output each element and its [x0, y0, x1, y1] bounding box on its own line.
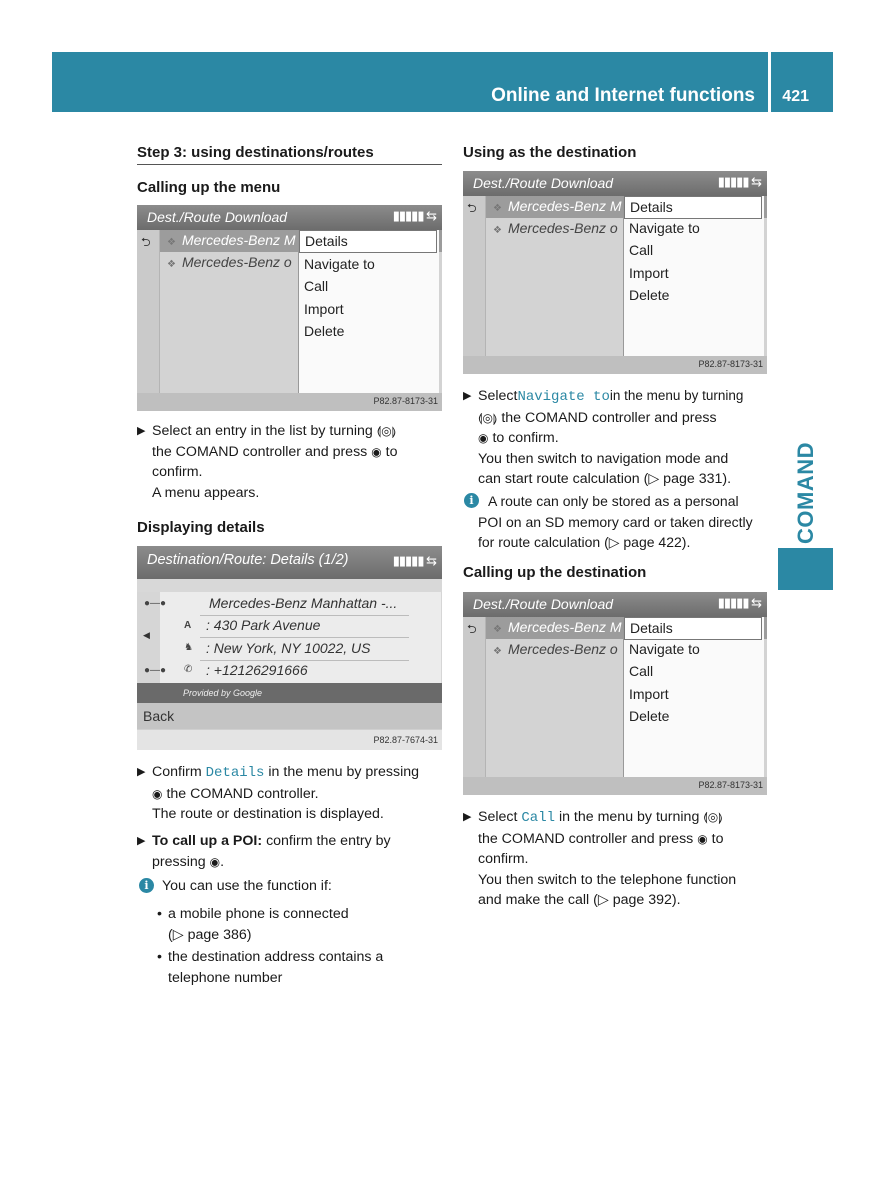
- provider-bar: [137, 683, 442, 703]
- text: confirm.: [152, 464, 203, 480]
- menu-item-navigate: Navigate to: [304, 256, 375, 272]
- street-address: : 430 Park Avenue: [206, 617, 321, 633]
- details-screenshot: [137, 546, 442, 750]
- screen-left-strip: [463, 196, 486, 356]
- press-controller-icon: ◉: [697, 831, 708, 846]
- list-item: [493, 619, 622, 635]
- text: the COMAND controller and press: [501, 409, 717, 426]
- screen-left-strip: [463, 617, 486, 777]
- back-icon: ⮌: [467, 622, 477, 636]
- screen-title: Destination/Route: Details (1/2): [147, 552, 349, 568]
- step-arrow-icon: ▶: [463, 390, 472, 402]
- call-screenshot: [463, 592, 767, 795]
- list-item-label: Mercedes-Benz M: [181, 232, 296, 248]
- phone-number: : +12126291666: [206, 662, 308, 678]
- menu-item-navigate: Navigate to: [629, 220, 700, 236]
- step-rule: [137, 164, 442, 165]
- menu-screenshot: [137, 205, 442, 411]
- signal-icon: ▮▮▮▮▮ ⇆: [392, 553, 436, 568]
- text: Select: [478, 388, 518, 404]
- text: the COMAND controller and press: [152, 443, 368, 460]
- text: You then switch to the telephone function: [478, 871, 737, 888]
- figure-code: P82.87-7674-31: [373, 735, 438, 745]
- text: to confirm.: [492, 430, 559, 446]
- menu-item-import: Import: [304, 301, 344, 317]
- instruction-select-entry: [137, 421, 442, 503]
- instruction-confirm-details: [137, 762, 442, 825]
- screen-body: [463, 196, 767, 356]
- screen-title: Dest./Route Download: [147, 209, 288, 225]
- text: confirm the entry by: [266, 833, 391, 849]
- screen-title: Dest./Route Download: [473, 175, 614, 191]
- back-icon: ⮌: [467, 201, 477, 215]
- menu-item-call: Call: [629, 242, 654, 258]
- info-note: You can use the function if:: [162, 878, 332, 894]
- list-item-label: Mercedes-Benz o: [507, 641, 618, 657]
- list-item: [493, 641, 618, 657]
- figure-code: P82.87-8173-31: [373, 396, 438, 406]
- menu-item-details: Details: [624, 617, 762, 640]
- pin-icon: ❖: [493, 624, 502, 635]
- divider: [200, 615, 409, 616]
- instruction-navigate: [463, 386, 773, 490]
- list-item: [168, 947, 438, 988]
- list-item-label: Mercedes-Benz M: [507, 198, 622, 214]
- route-icon: ●—●: [144, 665, 167, 676]
- side-tab-label: COMAND: [793, 442, 818, 544]
- text: and make the call (▷ page 392).: [478, 892, 681, 908]
- press-controller-icon: ◉: [152, 786, 163, 801]
- city-address: : New York, NY 10022, US: [206, 640, 371, 656]
- list-item: [167, 254, 292, 270]
- text: can start route calculation (▷ page 331).: [478, 471, 732, 487]
- menu-item-call: Call: [304, 278, 329, 294]
- figure-code: P82.87-8173-31: [698, 359, 763, 369]
- screen-title-bar: [463, 171, 767, 196]
- code-navigate-to: Navigate to: [517, 389, 610, 405]
- text: pressing: [152, 853, 206, 870]
- signal-icon: ▮▮▮▮▮ ⇆: [717, 174, 761, 189]
- divider: [200, 660, 409, 661]
- side-tab-block: [778, 548, 833, 590]
- screen-footer: [463, 777, 767, 795]
- list-item-label: Mercedes-Benz o: [507, 220, 618, 236]
- step-arrow-icon: ▶: [463, 811, 472, 823]
- code-call: Call: [521, 810, 555, 826]
- street-icon: A: [184, 620, 192, 631]
- text: POI on an SD memory card or taken directly: [478, 513, 753, 530]
- provider-label: Provided by Google: [183, 688, 263, 698]
- list-item-label: Mercedes-Benz o: [181, 254, 292, 270]
- calling-destination-heading: Calling up the destination: [463, 564, 647, 581]
- pin-icon: ❖: [167, 237, 176, 248]
- list-item-label: Mercedes-Benz M: [507, 619, 622, 635]
- phone-icon: ✆: [184, 664, 193, 675]
- screen-spacer: [137, 579, 442, 592]
- code-details: Details: [205, 765, 265, 781]
- turn-controller-icon: ⟬◎⟭: [376, 424, 397, 438]
- using-destination-heading: Using as the destination: [463, 144, 637, 161]
- text: a mobile phone is connected: [168, 906, 349, 922]
- screen-body: [463, 617, 767, 777]
- text: for route calculation (▷ page 422).: [478, 534, 691, 550]
- details-card: [144, 592, 441, 683]
- context-menu: [623, 617, 764, 777]
- text: confirm.: [478, 851, 529, 867]
- menu-item-delete: Delete: [629, 708, 670, 724]
- text: to: [385, 443, 398, 460]
- menu-item-navigate: Navigate to: [629, 641, 700, 657]
- screen-title-bar: [463, 592, 767, 617]
- result-text: The route or destination is displayed.: [152, 806, 384, 822]
- screen-body: [137, 230, 442, 393]
- step-arrow-icon: ▶: [137, 766, 146, 778]
- back-label: Back: [143, 708, 175, 724]
- turn-controller-icon: ⟬◎⟭: [478, 410, 498, 425]
- signal-icon: ▮▮▮▮▮ ⇆: [717, 595, 761, 610]
- text: in the menu by turning: [609, 388, 744, 403]
- info-note: [478, 491, 778, 553]
- text: Confirm: [152, 764, 202, 780]
- screen-footer: [137, 730, 442, 750]
- bold-text: To call up a POI:: [152, 833, 263, 849]
- step-arrow-icon: ▶: [137, 425, 146, 437]
- text: the destination address contains a: [168, 949, 384, 965]
- menu-item-details: Details: [624, 196, 762, 219]
- instruction-call: [463, 807, 773, 911]
- text: to: [711, 830, 724, 847]
- destination-name: Mercedes-Benz Manhattan -...: [209, 595, 398, 611]
- menu-item-call: Call: [629, 663, 654, 679]
- screen-footer: [137, 393, 442, 411]
- screen-footer: [463, 356, 767, 374]
- pin-icon: ❖: [167, 259, 176, 270]
- back-bar: [137, 703, 442, 729]
- text: in the menu by turning: [558, 809, 700, 825]
- navigate-screenshot: [463, 171, 767, 374]
- text: the COMAND controller.: [166, 785, 319, 802]
- page-header: [52, 52, 833, 112]
- info-icon: i: [139, 878, 154, 893]
- pin-icon: ❖: [493, 646, 502, 657]
- turn-controller-icon: ⟬◎⟭: [703, 810, 723, 824]
- text: the COMAND controller and press: [478, 830, 694, 847]
- list-item: [493, 220, 618, 236]
- menu-item-import: Import: [629, 686, 669, 702]
- back-icon: ⮌: [141, 235, 151, 249]
- screen-title: Dest./Route Download: [473, 596, 614, 612]
- text: in the menu by pressing: [268, 764, 420, 780]
- context-menu: [623, 196, 764, 356]
- text: A route can only be stored as a personal: [488, 493, 739, 509]
- figure-code: P82.87-8173-31: [698, 780, 763, 790]
- city-icon: ♞: [184, 642, 193, 653]
- chapter-title: Online and Internet functions: [491, 85, 755, 106]
- instruction-poi: ▶ To call up a POI: confirm the entry by pressing ◉.: [137, 833, 391, 870]
- step-arrow-icon: ▶: [137, 835, 146, 847]
- pin-icon: ❖: [493, 203, 502, 214]
- press-controller-icon: ◉: [209, 854, 221, 869]
- text: Select an entry in the list by turning: [152, 423, 373, 439]
- press-controller-icon: ◉: [371, 444, 382, 459]
- screen-title-bar: [137, 546, 442, 579]
- step-heading: Step 3: using destinations/routes: [137, 144, 374, 161]
- menu-item-details: Details: [299, 230, 437, 253]
- list-item: [168, 904, 438, 945]
- screen-left-strip: [137, 230, 160, 393]
- text: You then switch to navigation mode and: [478, 450, 729, 467]
- list-item: [493, 198, 622, 214]
- screen-title-bar: [137, 205, 442, 230]
- context-menu: [298, 230, 439, 393]
- header-divider: [768, 52, 771, 112]
- info-icon: i: [464, 493, 479, 508]
- page-number: 421: [782, 88, 809, 105]
- result-text: A menu appears.: [152, 484, 260, 501]
- divider: [200, 637, 409, 638]
- list-item: [167, 232, 296, 248]
- route-icon: ●—●: [144, 598, 167, 609]
- menu-item-delete: Delete: [304, 323, 345, 339]
- press-controller-icon: ◉: [478, 431, 489, 445]
- pin-icon: ❖: [493, 225, 502, 236]
- signal-icon: ▮▮▮▮▮ ⇆: [392, 208, 436, 223]
- text: telephone number: [168, 969, 283, 986]
- text: (▷ page 386): [168, 926, 252, 943]
- text: Select: [478, 809, 518, 825]
- arrow-left-icon: ◀: [143, 630, 150, 640]
- calling-menu-heading: Calling up the menu: [137, 179, 281, 196]
- menu-item-delete: Delete: [629, 287, 670, 303]
- displaying-details-heading: Displaying details: [137, 519, 265, 536]
- menu-item-import: Import: [629, 265, 669, 281]
